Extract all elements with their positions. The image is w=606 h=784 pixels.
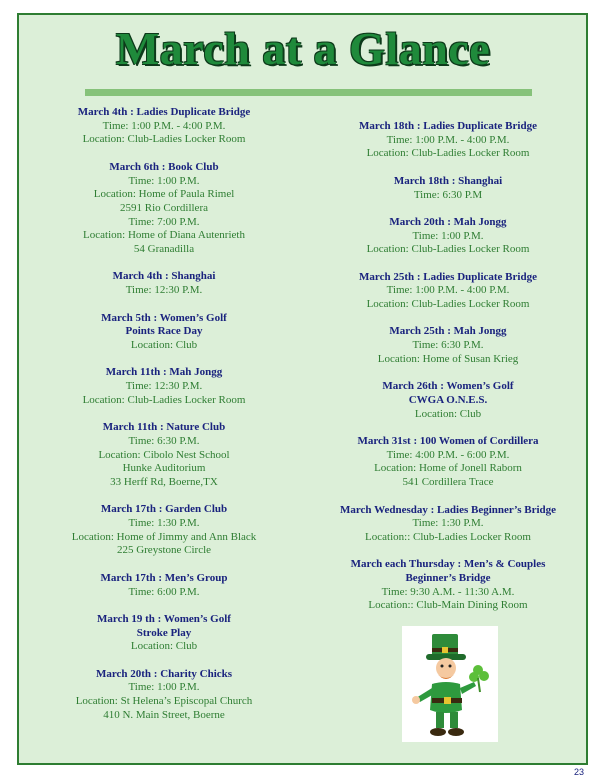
leprechaun-image	[402, 626, 498, 742]
event-heading: March 25th : Mah Jongg	[389, 325, 507, 338]
event-item	[300, 216, 596, 257]
event-detail: 33 Herff Rd, Boerne,TX	[110, 475, 218, 488]
event-heading: March 11th : Nature Club	[102, 421, 226, 434]
event-item	[20, 366, 308, 407]
event-detail: Location: Club	[414, 407, 482, 420]
event-item	[300, 175, 596, 202]
event-item	[20, 161, 308, 257]
event-detail: Location: Home of Diana Autenrieth	[83, 229, 245, 242]
event-detail: Time: 6:30 P.M.	[412, 339, 484, 352]
event-heading: March 11th : Mah Jongg	[105, 366, 223, 379]
event-detail: Time: 1:30 P.M.	[128, 517, 200, 529]
event-heading: March 6th : Book Club	[109, 160, 219, 173]
event-detail: Location: Home of Jonell Raborn	[374, 462, 522, 475]
event-detail: Location:: Club-Main Dining Room	[368, 599, 528, 612]
event-detail: Time: 1:00 P.M.	[128, 174, 200, 187]
event-item	[20, 668, 308, 723]
event-heading: March 25th : Ladies Duplicate Bridge	[359, 270, 537, 283]
event-heading: March Wednesday : Ladies Beginner’s Bridge	[339, 503, 557, 516]
event-detail: Time: 1:00 P.M.	[412, 229, 484, 242]
event-item	[300, 558, 596, 613]
event-detail: 541 Cordillera Trace	[402, 476, 494, 489]
event-detail: Time: 1:00 P.M. - 4:00 P.M.	[386, 284, 510, 297]
event-detail: Location: St Helena’s Episcopal Church	[75, 695, 253, 708]
leprechaun-icon	[402, 626, 498, 742]
event-heading: March 26th : Women’s Golf	[382, 380, 514, 393]
event-detail: Location: Cibolo Nest School	[98, 448, 230, 461]
event-subheading: CWGA O.N.E.S.	[408, 393, 488, 406]
event-heading: March 18th : Shanghai	[393, 174, 503, 187]
event-detail: Time: 7:00 P.M.	[128, 215, 200, 228]
event-detail: Time: 6:30 P.M.	[128, 434, 200, 447]
event-detail: Location: Club-Ladies Locker Room	[82, 133, 246, 146]
event-detail: Time: 6:30 P.M	[413, 188, 483, 201]
event-item	[20, 572, 308, 599]
event-detail: Time: 1:00 P.M. - 4:00 P.M.	[102, 119, 226, 132]
event-detail: Location: Home of Paula Rimel	[93, 188, 235, 201]
event-heading: March 4th : Shanghai	[112, 270, 216, 283]
event-item	[20, 421, 308, 490]
event-detail: Location: Club-Ladies Locker Room	[366, 243, 530, 256]
event-detail: Time: 9:30 A.M. - 11:30 A.M.	[381, 585, 515, 598]
event-heading: March 20th : Mah Jongg	[389, 215, 507, 228]
title-divider	[85, 89, 532, 96]
event-detail: Location: Home of Jimmy and Ann Black	[71, 530, 257, 543]
event-item	[20, 503, 308, 558]
event-item	[20, 106, 308, 147]
event-heading: March 17th : Men’s Group	[100, 571, 228, 584]
right-column	[300, 120, 596, 627]
page-number: 23	[573, 767, 584, 777]
event-subheading: Stroke Play	[136, 626, 192, 639]
event-heading: March 17th : Garden Club	[100, 503, 228, 516]
event-item	[20, 613, 308, 654]
event-detail: Time: 4:00 P.M. - 6:00 P.M.	[386, 448, 510, 461]
event-item	[20, 270, 308, 297]
event-detail: Time: 1:00 P.M. - 4:00 P.M.	[386, 133, 510, 146]
event-heading: March 20th : Charity Chicks	[95, 667, 233, 680]
event-heading: March 4th : Ladies Duplicate Bridge	[77, 106, 251, 118]
event-item	[300, 380, 596, 421]
event-detail: 410 N. Main Street, Boerne	[103, 708, 225, 721]
event-detail: 2591 Rio Cordillera	[120, 201, 208, 214]
event-detail: Location: Club	[130, 640, 198, 653]
event-detail: Location: Home of Susan Krieg	[377, 352, 519, 365]
event-heading: March each Thursday : Men’s & Couples	[350, 558, 546, 571]
event-item	[20, 312, 308, 353]
event-detail: Location: Club	[130, 338, 198, 351]
event-detail: Time: 12:30 P.M.	[125, 380, 203, 392]
event-item	[300, 120, 596, 161]
event-detail: Hunke Auditorium	[122, 462, 206, 475]
left-column	[20, 106, 308, 736]
event-detail: Location: Club-Ladies Locker Room	[366, 147, 530, 160]
event-item	[300, 504, 596, 545]
event-heading: March 5th : Women’s Golf	[101, 311, 227, 324]
event-subheading: Points Race Day	[125, 325, 203, 338]
event-detail: 225 Greystone Circle	[116, 544, 212, 557]
event-detail: Time: 1:00 P.M.	[128, 681, 200, 694]
event-heading: March 18th : Ladies Duplicate Bridge	[359, 120, 537, 132]
event-heading: March 31st : 100 Women of Cordillera	[357, 435, 539, 448]
event-subheading: Beginner’s Bridge	[405, 572, 491, 585]
event-detail: Time: 6:00 P.M.	[128, 585, 200, 598]
event-detail: Time: 1:30 P.M.	[412, 517, 484, 530]
event-detail: Time: 12:30 P.M.	[125, 284, 203, 297]
event-item	[300, 325, 596, 366]
event-heading: March 19 th : Women’s Golf	[97, 612, 231, 625]
event-detail: Location: Club-Ladies Locker Room	[82, 393, 246, 406]
event-detail: 54 Granadilla	[133, 243, 195, 256]
event-item	[300, 435, 596, 490]
event-detail: Location:: Club-Ladies Locker Room	[365, 530, 531, 543]
page-title: March at a Glance	[115, 23, 491, 74]
event-detail: Location: Club-Ladies Locker Room	[366, 298, 530, 311]
event-item	[300, 271, 596, 312]
